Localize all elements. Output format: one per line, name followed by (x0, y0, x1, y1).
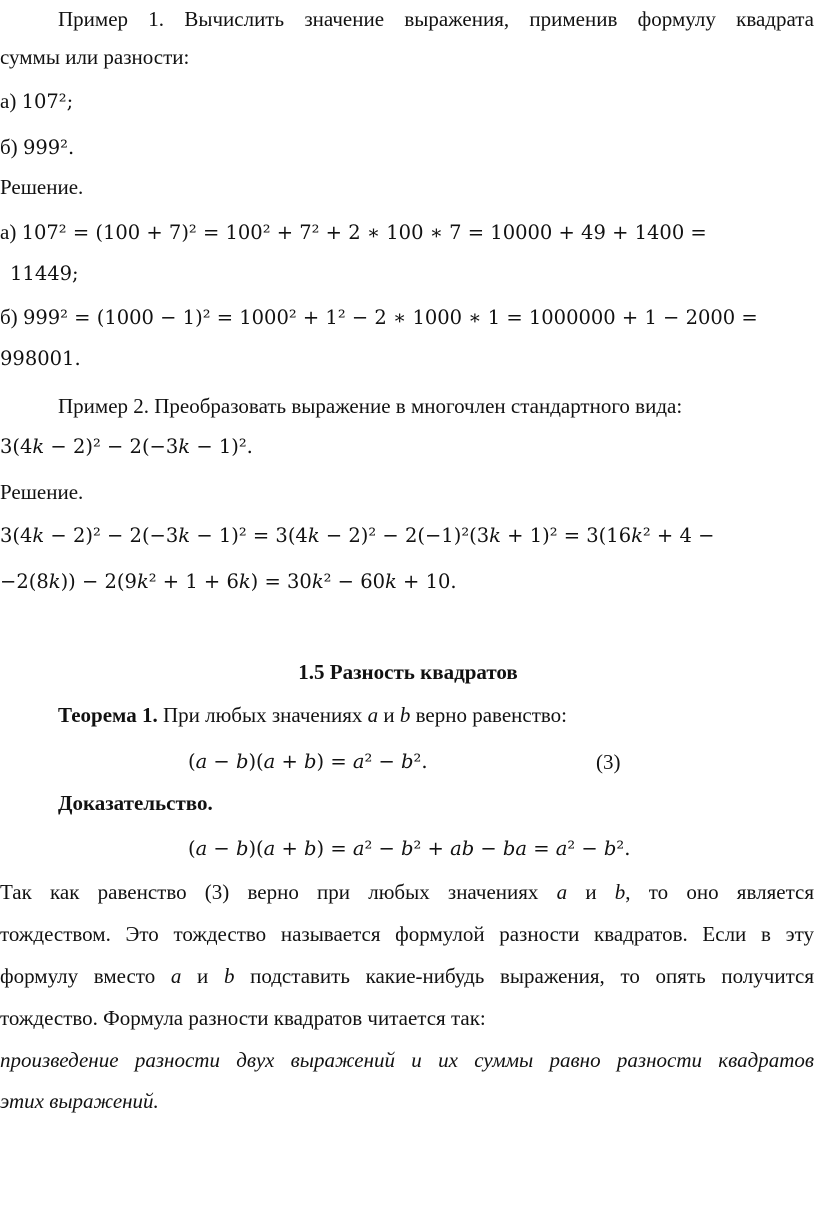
theorem-text-and: и (378, 703, 400, 727)
para1-line3-a: формулу вместо (0, 964, 171, 988)
item-b-math: 999². (22, 136, 75, 159)
theorem-formula: (𝑎 − 𝑏)(𝑎 + 𝑏) = 𝑎² − 𝑏². (188, 750, 428, 773)
para1-line1-a: Так как равенство (3) верно при любых значениях (0, 880, 557, 904)
sol-a-math: 107² = (100 + 7)² = 100² + 7² + 2 ∗ 100 ∗ 7 = 10000 + 49 + 1400 = (21, 221, 707, 244)
paragraph-line-4: тождество. Формула разности квадратов читается так: (0, 1006, 486, 1030)
section-title: 1.5 Разность квадратов (298, 660, 518, 684)
theorem-label: Теорема 1. (58, 703, 158, 727)
para1-var-b: b (614, 880, 626, 904)
para1-line3-and: и (181, 964, 224, 988)
example2-heading: Пример 2. Преобразовать выражение в многочлен стандартного вида: (58, 394, 683, 418)
para1-line3-var-a: a (170, 964, 182, 988)
sol-b-prefix: б) (0, 305, 23, 329)
example1-solution-b-result: 998001. (0, 347, 81, 370)
paragraph-line-3 (0, 966, 816, 987)
example2-solution-label: Решение. (0, 480, 84, 504)
example1-item-a (0, 91, 816, 112)
item-a-math: 107²; (21, 90, 74, 113)
example1-solution-label: Решение. (0, 175, 84, 199)
theorem-text-1: При любых значениях (157, 703, 368, 727)
example1-heading: Пример 1. Вычислить значение выражения, применив формулу квадрата (58, 7, 814, 31)
formula-number: (3) (596, 750, 621, 774)
para1-var-a: a (556, 880, 568, 904)
paragraph-line-2: тождеством. Это тождество называется формулой разности квадратов. Если в эту (0, 922, 814, 946)
italic-rule-line-2: этих выражений. (0, 1089, 159, 1113)
sol-a-prefix: а) (0, 220, 22, 244)
para1-line3-var-b: b (223, 964, 235, 988)
theorem-var-b: b (399, 703, 411, 727)
theorem-text-2: верно равенство: (410, 703, 567, 727)
item-a-prefix: а) (0, 89, 22, 113)
example1-heading-cont: суммы или разности: (0, 45, 190, 69)
example1-solution-a (0, 222, 816, 243)
example2-solution-line2: −2(8𝑘)) − 2(9𝑘² + 1 + 6𝑘) = 30𝑘² − 60𝑘 + 10. (0, 570, 457, 593)
proof-formula: (𝑎 − 𝑏)(𝑎 + 𝑏) = 𝑎² − 𝑏² + 𝑎𝑏 − 𝑏𝑎 = 𝑎² − 𝑏². (188, 837, 631, 860)
para1-line1-b: , то оно является (625, 880, 814, 904)
sol-b-math: 999² = (1000 − 1)² = 1000² + 1² − 2 ∗ 1000 ∗ 1 = 1000000 + 1 − 2000 = (22, 306, 758, 329)
proof-label: Доказательство. (58, 791, 213, 815)
theorem-var-a: a (367, 703, 379, 727)
example2-solution-line1: 3(4𝑘 − 2)² − 2(−3𝑘 − 1)² = 3(4𝑘 − 2)² − 2(−1)²(3𝑘 + 1)² = 3(16𝑘² + 4 − (0, 524, 715, 547)
item-b-prefix: б) (0, 135, 23, 159)
example1-solution-b (0, 307, 816, 328)
italic-rule-line-1: произведение разности двух выражений и их суммы равно разности квадратов (0, 1048, 814, 1072)
para1-line3-b: подставить какие-нибудь выражения, то опять получится (234, 964, 814, 988)
theorem-line (0, 705, 816, 726)
example1-solution-a-result: 11449; (10, 262, 79, 285)
paragraph-line-1 (0, 882, 816, 903)
example1-item-b (0, 137, 816, 158)
para1-and: и (567, 880, 615, 904)
example2-expression: 3(4𝑘 − 2)² − 2(−3𝑘 − 1)². (0, 435, 253, 458)
